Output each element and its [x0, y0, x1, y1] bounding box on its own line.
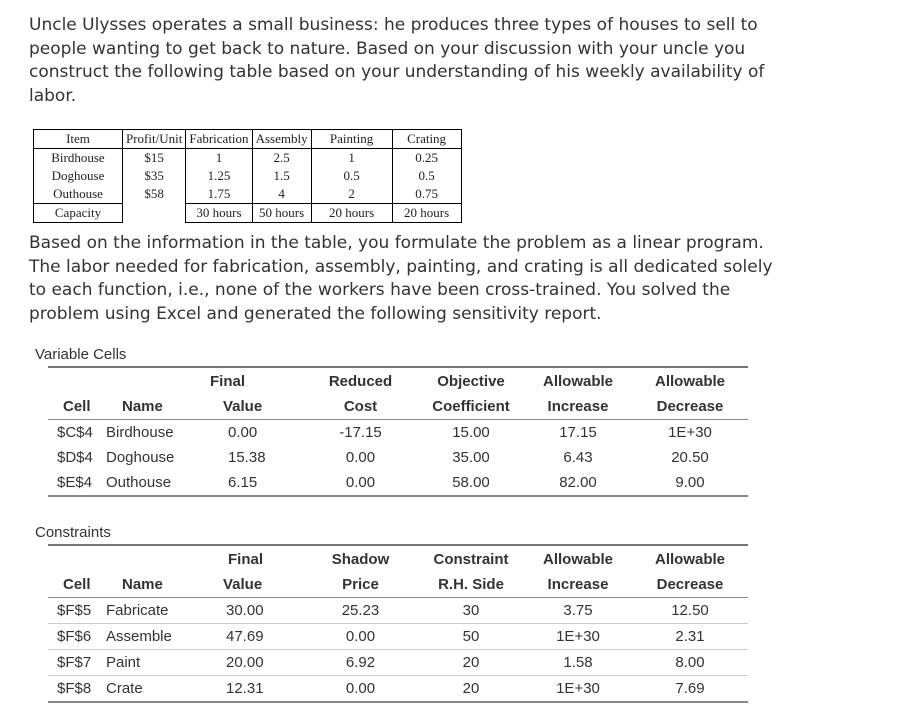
col-head: Cell: [63, 576, 91, 593]
cell: 0.75: [392, 185, 461, 204]
cell: 1.5: [252, 167, 311, 185]
cell: 30: [462, 602, 480, 619]
cell: 0.00: [228, 424, 258, 441]
cell: Doghouse: [106, 449, 175, 466]
cell: 17.15: [559, 424, 597, 441]
cell: 0.00: [345, 474, 376, 491]
cell: Doghouse: [34, 167, 123, 185]
cell: 12.50: [671, 602, 709, 619]
cell: 30 hours: [186, 204, 252, 223]
cell: $D$4: [57, 449, 93, 466]
cell: 1.25: [186, 167, 252, 185]
col-head: Decrease: [656, 398, 724, 415]
cell: 2: [311, 185, 392, 204]
variable-cells-title: Variable Cells: [35, 346, 127, 363]
cell: 0.00: [345, 449, 376, 466]
cell: 7.69: [675, 680, 705, 697]
table-row: [34, 167, 462, 185]
cell: 4: [252, 185, 311, 204]
cell: 20 hours: [392, 204, 461, 223]
cell: Birdhouse: [106, 424, 174, 441]
cell: 1.75: [186, 185, 252, 204]
cell: 25.23: [341, 602, 380, 619]
cell: 1E+30: [668, 424, 712, 441]
cell: Capacity: [34, 204, 123, 223]
col-head: Allowable: [542, 373, 613, 390]
col-head: R.H. Side: [438, 576, 504, 593]
cell: 1.58: [563, 654, 593, 671]
cell: 0.5: [392, 167, 461, 185]
col-head: Name: [122, 398, 163, 415]
col-head: Price: [342, 576, 379, 593]
variable-cells-report: [48, 366, 748, 496]
cell: 12.31: [226, 680, 264, 697]
cell: $F$7: [57, 654, 92, 671]
cell: 20.50: [671, 449, 709, 466]
table-header-row: [34, 130, 462, 149]
col-head: Value: [223, 398, 263, 415]
cell: 15.38: [228, 449, 266, 466]
cell: $F$6: [57, 628, 92, 645]
cell: 6.43: [563, 449, 593, 466]
cell: 20.00: [226, 654, 264, 671]
table-row-capacity: [34, 204, 462, 223]
cell: 2.5: [252, 149, 311, 168]
col-head: Final: [228, 551, 264, 568]
cell: $F$5: [57, 602, 92, 619]
cell: $35: [123, 167, 186, 185]
cell: 2.31: [675, 628, 705, 645]
cell: 1: [311, 149, 392, 168]
cell: 82.00: [559, 474, 597, 491]
col-head: Increase: [547, 576, 609, 593]
cell: -17.15: [339, 424, 382, 441]
cell: 30.00: [226, 602, 264, 619]
header-fabrication: Fabrication: [186, 130, 252, 149]
table-row: [34, 149, 462, 168]
cell: 3.75: [563, 602, 593, 619]
cell: 50 hours: [252, 204, 311, 223]
header-item: Item: [34, 130, 123, 149]
cell: $F$8: [57, 680, 92, 697]
cell: 0.00: [345, 628, 376, 645]
constraints-title: Constraints: [35, 524, 111, 541]
cell: Crate: [106, 680, 143, 697]
cell: [123, 204, 186, 223]
cell: Assemble: [106, 628, 172, 645]
cell: 20 hours: [311, 204, 392, 223]
cell: 1: [186, 149, 252, 168]
cell: 15.00: [452, 424, 490, 441]
col-head: Value: [223, 576, 263, 593]
col-head: Constraint: [433, 551, 509, 568]
cell: 1E+30: [556, 680, 600, 697]
col-head: Reduced: [328, 373, 393, 390]
cell: 1E+30: [556, 628, 600, 645]
intro-paragraph: Uncle Ulysses operates a small business: he produces three types of houses to sell to people wanting to get back to nature. Based on your discussion with your uncle you construct the following table based on your understanding of his weekly availability of labor.: [29, 15, 765, 106]
cell: 20: [462, 680, 480, 697]
col-head: Name: [122, 576, 163, 593]
cell: 6.15: [228, 474, 258, 491]
header-painting: Painting: [311, 130, 392, 149]
cell: 6.92: [345, 654, 376, 671]
cell: 47.69: [226, 628, 264, 645]
cell: 20: [462, 654, 480, 671]
cell: 8.00: [675, 654, 705, 671]
cell: 58.00: [452, 474, 490, 491]
cell: $15: [123, 149, 186, 168]
col-head: Increase: [547, 398, 609, 415]
col-head: Coefficient: [432, 398, 510, 415]
cell: 35.00: [452, 449, 490, 466]
cell: $58: [123, 185, 186, 204]
col-head: Final: [210, 373, 246, 390]
col-head: Shadow: [331, 551, 390, 568]
col-head: Objective: [437, 373, 505, 390]
cell: Outhouse: [106, 474, 172, 491]
cell: 0.25: [392, 149, 461, 168]
header-profit-unit: Profit/Unit: [123, 130, 186, 149]
cell: 0.5: [311, 167, 392, 185]
col-head: Allowable: [654, 551, 725, 568]
formulation-paragraph: Based on the information in the table, you formulate the problem as a linear program. The labor needed for fabrication, assembly, painting, and crating is all dedicated solely to each function, i.e., none of the workers have been cross-trained. You solved the problem using Excel and generated the following sensitivity report.: [29, 233, 773, 324]
cell: 50: [462, 628, 480, 645]
labor-availability-table: [33, 129, 462, 223]
col-head: Cost: [343, 398, 378, 415]
header-assembly: Assembly: [252, 130, 311, 149]
cell: $E$4: [57, 474, 93, 491]
col-head: Allowable: [542, 551, 613, 568]
col-head: Cell: [63, 398, 91, 415]
constraints-report: [48, 544, 748, 704]
cell: Paint: [106, 654, 141, 671]
cell: Fabricate: [106, 602, 169, 619]
cell: 9.00: [675, 474, 705, 491]
cell: Birdhouse: [34, 149, 123, 168]
header-crating: Crating: [392, 130, 461, 149]
cell: 0.00: [345, 680, 376, 697]
cell: $C$4: [57, 424, 93, 441]
cell: Outhouse: [34, 185, 123, 204]
col-head: Decrease: [656, 576, 724, 593]
col-head: Allowable: [654, 373, 725, 390]
table-row: [34, 185, 462, 204]
